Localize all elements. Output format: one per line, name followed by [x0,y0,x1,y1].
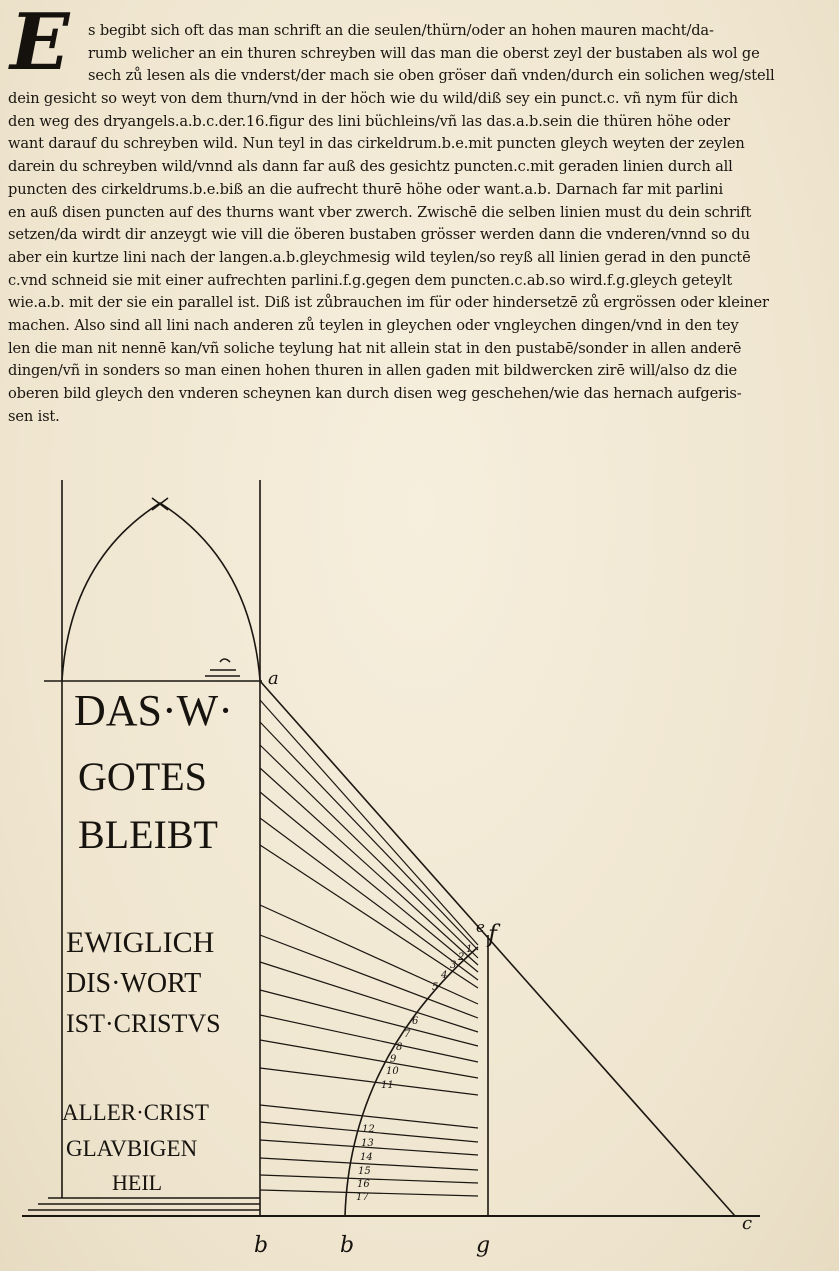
scale-number: 16 [357,1179,370,1190]
inscription-line: IST·CRISTVS [66,1009,221,1038]
label-b-arc: b [340,1233,355,1258]
scale-number: 2 [458,952,465,963]
text-line: puncten des cirkeldrums.b.e.biß an die aufrecht thurē höhe oder want.a.b. Darnach far mit parlini [8,180,723,198]
scale-number: 10 [386,1066,399,1077]
text-line: en auß disen puncten auf des thurns want vber zwerch. Zwischē die selben linien must du dein schrift [8,203,752,221]
scale-number: 7 [404,1029,411,1040]
text-line: dingen/vñ in sonders so man einen hohen thuren in allen gaden mit bildwercken zirē will/also dz die [8,362,737,380]
scale-number: 13 [361,1138,374,1149]
text-line: rumb welicher an ein thuren schreyben will das man die oberst zeyl der bustaben als wol ge [88,44,760,62]
point-labels [254,668,752,1258]
text-line: oberen bild gleych den vnderen scheynen kan durch disen weg geschehen/wie das hernach aufgeris- [8,385,742,402]
scale-number: 14 [360,1152,373,1163]
inscription-line: DIS·WORT [66,968,202,999]
label-g: g [476,1233,491,1258]
text-line: sen ist. [8,407,60,425]
text-line: aber ein kurtze lini nach der langen.a.b.gleychmesig wild teylen/so reyß all linien gerad in den punctē [8,248,751,266]
scale-number: 6 [412,1016,419,1027]
scale-number: 5 [432,982,439,993]
projection-line [260,905,478,1004]
inscription-line: GOTES [78,754,207,799]
inscription-line: ALLER·CRIST [62,1100,209,1125]
label-c: c [742,1213,753,1234]
text-line: setzen/da wirdt dir anzeygt wie vill die öberen bustaben grösser werden dann die vnderen/vnnd so du [8,226,750,244]
text-line: darein du schreyben wild/vnnd als dann far auß des gesichtz puncten.c.mit geraden linien durch all [8,158,733,176]
text-line: den weg des dryangels.a.b.c.der.16.figur des lini büchleins/vñ las das.a.b.sein die thüren höhe oder [8,112,730,130]
decorated-initial-letter: E [10,0,70,88]
projection-line [260,1190,478,1196]
inscription-line: DAS·W· [74,686,233,735]
scale-number: 11 [381,1080,394,1091]
text-line: len die man nit nennē kan/vñ soliche teylung hat nit allein stat in den pustabē/sonder in allen anderē [8,339,742,357]
scale-number: 8 [396,1042,403,1053]
text-line: dein gesicht so weyt von dem thurn/vnd in der höch wie du wild/diß sey ein punct.c. vñ nym für dich [8,90,738,108]
text-line: want darauf du schreyben wild. Nun teyl in das cirkeldrum.b.e.mit puncten gleych weyten der zeylen [8,135,745,153]
tower-base-steps [28,1198,260,1210]
scale-number: 1 [466,944,473,955]
text-line: wie.a.b. mit der sie ein parallel ist. Diß ist zůbrauchen im für oder hindersetzē zů ergrössen oder kleiner [8,294,769,312]
inscription-line: BLEIBT [78,812,218,857]
label-a: a [268,668,279,689]
projection-line [260,792,478,972]
scale-number: 15 [358,1166,371,1177]
gothic-arch [62,503,260,680]
cornice-ornament [205,659,240,676]
projection-line [260,990,478,1046]
line-a-c [260,681,735,1216]
text-line: s begibt sich oft das man schrift an die seulen/thürn/oder an hohen mauren macht/da- [88,22,714,39]
projection-lines [260,700,478,1196]
inscription-line: EWIGLICH [66,926,215,959]
arch-apex-cross [152,498,168,510]
tower-inscription [62,686,233,1195]
label-b-tower: b [254,1233,269,1258]
projection-line [260,745,478,958]
scale-number: 3 [450,960,457,971]
inscription-line: HEIL [112,1170,163,1195]
label-e: e [476,918,485,936]
text-line: c.vnd schneid sie mit einer aufrechten parlini.f.g.gegen dem puncten.c.ab.so wird.f.g.gleych geteylt [8,271,733,289]
projection-line [260,700,478,945]
text-line: machen. Also sind all lini nach anderen zů teylen in gleychen oder vngleychen dingen/vnd in den tey [8,316,739,334]
text-line: sech zů lesen als die vnderst/der mach sie oben gröser dañ vnden/durch ein solichen weg/stell [88,67,775,85]
label-f: f [488,920,497,948]
scale-number: 9 [390,1054,397,1065]
scale-number: 17 [356,1192,369,1203]
projection-line [260,818,478,980]
scale-number: 4 [441,970,448,981]
scale-number: 12 [362,1124,375,1135]
inscription-line: GLAVBIGEN [66,1136,198,1161]
